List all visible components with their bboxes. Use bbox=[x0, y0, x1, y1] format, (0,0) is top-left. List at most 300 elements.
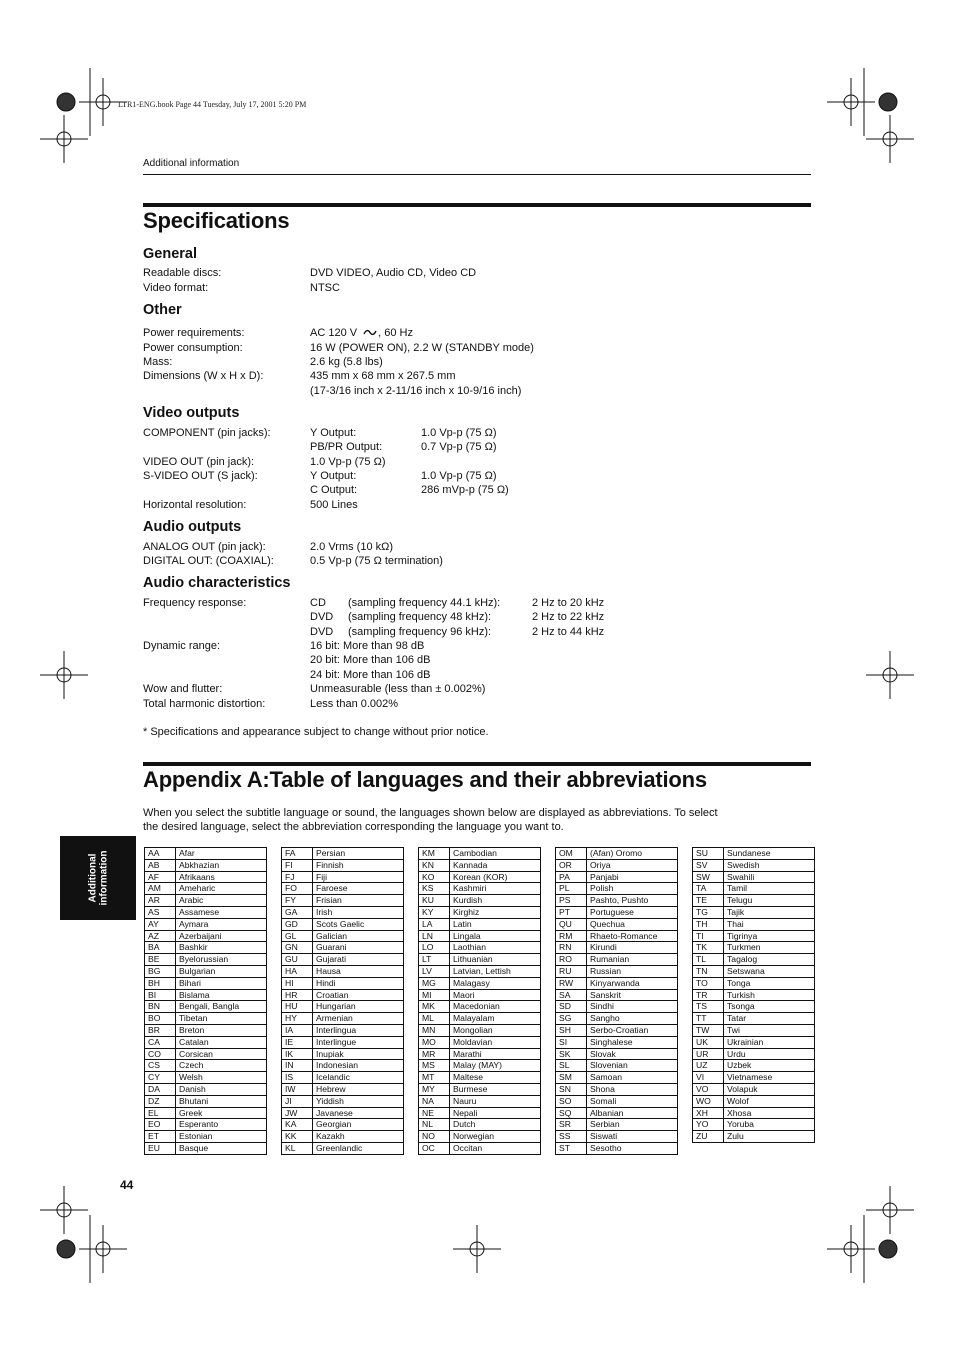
language-code: GA bbox=[282, 906, 313, 918]
spec-value: 16 W (POWER ON), 2.2 W (STANDBY mode) bbox=[310, 342, 534, 354]
language-row bbox=[556, 918, 678, 930]
language-name: Welsh bbox=[176, 1072, 267, 1084]
spec-value: DVD VIDEO, Audio CD, Video CD bbox=[310, 267, 477, 279]
language-code: CO bbox=[145, 1048, 176, 1060]
language-code: ML bbox=[419, 1013, 450, 1025]
language-row bbox=[145, 871, 267, 883]
language-row bbox=[282, 1013, 404, 1025]
language-row bbox=[145, 954, 267, 966]
language-name: Gujarati bbox=[313, 954, 404, 966]
language-name: (Afan) Oromo bbox=[587, 848, 678, 860]
language-name: Malay (MAY) bbox=[450, 1060, 541, 1072]
language-row bbox=[282, 1048, 404, 1060]
freq-format: CD bbox=[310, 597, 326, 609]
language-name: Yoruba bbox=[724, 1119, 815, 1131]
language-code: AF bbox=[145, 871, 176, 883]
language-row bbox=[693, 859, 815, 871]
spec-label: S-VIDEO OUT (S jack): bbox=[143, 470, 258, 482]
language-row bbox=[693, 1060, 815, 1072]
language-code: UZ bbox=[693, 1060, 724, 1072]
video-outputs-heading: Video outputs bbox=[143, 405, 240, 421]
language-name: Polish bbox=[587, 883, 678, 895]
language-row bbox=[693, 918, 815, 930]
language-code: SL bbox=[556, 1060, 587, 1072]
language-row bbox=[282, 1107, 404, 1119]
language-name: Sangho bbox=[587, 1013, 678, 1025]
language-code: LO bbox=[419, 942, 450, 954]
spec-value: (17-3/16 inch x 2-11/16 inch x 10-9/16 inch) bbox=[310, 385, 522, 397]
freq-range: 2 Hz to 20 kHz bbox=[532, 597, 605, 609]
language-row bbox=[145, 1107, 267, 1119]
language-code: HI bbox=[282, 977, 313, 989]
language-name: Tamil bbox=[724, 883, 815, 895]
language-code: SH bbox=[556, 1024, 587, 1036]
language-name: Danish bbox=[176, 1083, 267, 1095]
language-name: Tibetan bbox=[176, 1013, 267, 1025]
language-name: Croatian bbox=[313, 989, 404, 1001]
language-name: Urdu bbox=[724, 1048, 815, 1060]
language-code: TG bbox=[693, 906, 724, 918]
language-code: IE bbox=[282, 1036, 313, 1048]
language-name: Russian bbox=[587, 965, 678, 977]
spec-value: 2.6 kg (5.8 lbs) bbox=[310, 356, 383, 368]
language-name: Rumanian bbox=[587, 954, 678, 966]
language-name: Malagasy bbox=[450, 977, 541, 989]
language-code: OM bbox=[556, 848, 587, 860]
language-row bbox=[419, 965, 541, 977]
spec-value: 20 bit: More than 106 dB bbox=[310, 654, 431, 666]
freq-range: 2 Hz to 44 kHz bbox=[532, 626, 605, 638]
language-row bbox=[556, 883, 678, 895]
spec-label: DIGITAL OUT: (COAXIAL): bbox=[143, 555, 274, 567]
language-row bbox=[556, 1107, 678, 1119]
language-row bbox=[693, 1048, 815, 1060]
language-name: Malayalam bbox=[450, 1013, 541, 1025]
language-name: Kirghiz bbox=[450, 906, 541, 918]
language-name: Abkhazian bbox=[176, 859, 267, 871]
language-name: Irish bbox=[313, 906, 404, 918]
language-row bbox=[419, 1107, 541, 1119]
language-code: SA bbox=[556, 989, 587, 1001]
language-row bbox=[145, 930, 267, 942]
language-row bbox=[693, 1095, 815, 1107]
spec-value: NTSC bbox=[310, 282, 340, 294]
language-row bbox=[693, 954, 815, 966]
language-code: TH bbox=[693, 918, 724, 930]
spec-sublabel: PB/PR Output: bbox=[310, 441, 383, 453]
language-name: Assamese bbox=[176, 906, 267, 918]
language-row bbox=[145, 1131, 267, 1143]
language-row bbox=[556, 1024, 678, 1036]
language-code: TN bbox=[693, 965, 724, 977]
language-name: Azerbaijani bbox=[176, 930, 267, 942]
language-row bbox=[693, 977, 815, 989]
language-name: Kurdish bbox=[450, 895, 541, 907]
language-name: Kirundi bbox=[587, 942, 678, 954]
language-row bbox=[556, 859, 678, 871]
page-number: 44 bbox=[120, 1178, 134, 1192]
language-name: Maltese bbox=[450, 1072, 541, 1084]
freq-range: 2 Hz to 22 kHz bbox=[532, 611, 605, 623]
language-row bbox=[145, 1083, 267, 1095]
language-code: TL bbox=[693, 954, 724, 966]
spec-label: VIDEO OUT (pin jack): bbox=[143, 456, 255, 468]
language-row bbox=[145, 977, 267, 989]
language-row bbox=[419, 1142, 541, 1154]
language-row bbox=[145, 1072, 267, 1084]
language-code: TA bbox=[693, 883, 724, 895]
language-name: Corsican bbox=[176, 1048, 267, 1060]
language-row bbox=[282, 989, 404, 1001]
language-row bbox=[556, 1142, 678, 1154]
spec-label: COMPONENT (pin jacks): bbox=[143, 427, 271, 439]
language-name: Norwegian bbox=[450, 1131, 541, 1143]
language-name: Kannada bbox=[450, 859, 541, 871]
language-name: Slovenian bbox=[587, 1060, 678, 1072]
language-code: AM bbox=[145, 883, 176, 895]
language-row bbox=[419, 1095, 541, 1107]
language-code: IA bbox=[282, 1024, 313, 1036]
language-row bbox=[556, 942, 678, 954]
language-row bbox=[419, 1048, 541, 1060]
language-row bbox=[693, 1083, 815, 1095]
language-code: XH bbox=[693, 1107, 724, 1119]
language-code: RM bbox=[556, 930, 587, 942]
language-row bbox=[282, 859, 404, 871]
language-row bbox=[282, 1119, 404, 1131]
language-name: Turkmen bbox=[724, 942, 815, 954]
language-row bbox=[145, 895, 267, 907]
language-code: AA bbox=[145, 848, 176, 860]
language-row bbox=[556, 977, 678, 989]
language-name: Twi bbox=[724, 1024, 815, 1036]
language-row bbox=[419, 859, 541, 871]
language-code: LN bbox=[419, 930, 450, 942]
language-row bbox=[145, 1013, 267, 1025]
language-code: TE bbox=[693, 895, 724, 907]
language-row bbox=[282, 1131, 404, 1143]
language-code: CS bbox=[145, 1060, 176, 1072]
language-code: BA bbox=[145, 942, 176, 954]
language-name: Hausa bbox=[313, 965, 404, 977]
language-row bbox=[282, 906, 404, 918]
spec-sublabel: Y Output: bbox=[310, 427, 357, 439]
language-name: Sesotho bbox=[587, 1142, 678, 1154]
language-name: Yiddish bbox=[313, 1095, 404, 1107]
language-row bbox=[693, 848, 815, 860]
language-row bbox=[282, 1036, 404, 1048]
freq-condition: (sampling frequency 96 kHz): bbox=[348, 626, 492, 638]
section-side-tab bbox=[60, 836, 136, 920]
language-code: BN bbox=[145, 1001, 176, 1013]
language-row bbox=[145, 1119, 267, 1131]
language-name: Basque bbox=[176, 1142, 267, 1154]
language-name: Occitan bbox=[450, 1142, 541, 1154]
language-code: EL bbox=[145, 1107, 176, 1119]
language-row bbox=[145, 989, 267, 1001]
language-row bbox=[145, 1036, 267, 1048]
language-code: AY bbox=[145, 918, 176, 930]
language-table-2 bbox=[281, 847, 404, 1155]
language-row bbox=[282, 965, 404, 977]
language-row bbox=[419, 848, 541, 860]
spec-value: Unmeasurable (less than ± 0.002%) bbox=[310, 683, 486, 695]
language-name: Sundanese bbox=[724, 848, 815, 860]
language-row bbox=[419, 1072, 541, 1084]
spec-value: 0.5 Vp-p (75 Ω termination) bbox=[310, 555, 443, 567]
language-code: SV bbox=[693, 859, 724, 871]
language-row bbox=[282, 1072, 404, 1084]
appendix-intro: the desired language, select the abbreviation corresponding the language you want to. bbox=[143, 821, 564, 833]
language-row bbox=[556, 1048, 678, 1060]
language-name: Telugu bbox=[724, 895, 815, 907]
language-code: GD bbox=[282, 918, 313, 930]
language-name: Esperanto bbox=[176, 1119, 267, 1131]
language-code: SK bbox=[556, 1048, 587, 1060]
language-name: Arabic bbox=[176, 895, 267, 907]
language-code: FO bbox=[282, 883, 313, 895]
language-row bbox=[693, 1001, 815, 1013]
language-name: Cambodian bbox=[450, 848, 541, 860]
language-row bbox=[693, 1107, 815, 1119]
language-name: Aymara bbox=[176, 918, 267, 930]
specs-title: Specifications bbox=[143, 208, 290, 233]
language-row bbox=[556, 954, 678, 966]
side-tab-label bbox=[87, 851, 109, 906]
language-row bbox=[693, 1072, 815, 1084]
spec-label: Wow and flutter: bbox=[143, 683, 223, 695]
language-code: ZU bbox=[693, 1131, 724, 1143]
language-row bbox=[145, 1001, 267, 1013]
language-table-1 bbox=[144, 847, 267, 1155]
language-code: RU bbox=[556, 965, 587, 977]
language-name: Bashkir bbox=[176, 942, 267, 954]
language-code: KM bbox=[419, 848, 450, 860]
language-code: KS bbox=[419, 883, 450, 895]
language-code: IS bbox=[282, 1072, 313, 1084]
language-code: EO bbox=[145, 1119, 176, 1131]
language-row bbox=[693, 1131, 815, 1143]
language-row bbox=[693, 1119, 815, 1131]
language-name: Czech bbox=[176, 1060, 267, 1072]
spec-label: Dimensions (W x H x D): bbox=[143, 370, 264, 382]
language-code: HA bbox=[282, 965, 313, 977]
audio-characteristics-heading: Audio characteristics bbox=[143, 575, 291, 591]
language-name: Somali bbox=[587, 1095, 678, 1107]
appendix-title-rule bbox=[143, 762, 811, 766]
other-heading: Other bbox=[143, 302, 182, 318]
language-row bbox=[419, 989, 541, 1001]
language-code: NA bbox=[419, 1095, 450, 1107]
language-code: IK bbox=[282, 1048, 313, 1060]
language-code: MK bbox=[419, 1001, 450, 1013]
language-code: KA bbox=[282, 1119, 313, 1131]
language-code: CY bbox=[145, 1072, 176, 1084]
language-name: Finnish bbox=[313, 859, 404, 871]
language-code: MI bbox=[419, 989, 450, 1001]
spec-value: 435 mm x 68 mm x 267.5 mm bbox=[310, 370, 456, 382]
language-code: PL bbox=[556, 883, 587, 895]
language-row bbox=[282, 1060, 404, 1072]
language-name: Latvian, Lettish bbox=[450, 965, 541, 977]
language-row bbox=[693, 930, 815, 942]
language-code: GL bbox=[282, 930, 313, 942]
language-name: Albanian bbox=[587, 1107, 678, 1119]
language-code: FJ bbox=[282, 871, 313, 883]
spec-label: Frequency response: bbox=[143, 597, 247, 609]
language-name: Persian bbox=[313, 848, 404, 860]
language-name: Guarani bbox=[313, 942, 404, 954]
language-row bbox=[145, 883, 267, 895]
language-code: BH bbox=[145, 977, 176, 989]
language-code: SG bbox=[556, 1013, 587, 1025]
language-code: SR bbox=[556, 1119, 587, 1131]
language-name: Mongolian bbox=[450, 1024, 541, 1036]
language-name: Rhaeto-Romance bbox=[587, 930, 678, 942]
language-row bbox=[693, 942, 815, 954]
language-name: Greenlandic bbox=[313, 1142, 404, 1154]
language-row bbox=[419, 883, 541, 895]
language-row bbox=[282, 883, 404, 895]
language-name: Scots Gaelic bbox=[313, 918, 404, 930]
language-code: TI bbox=[693, 930, 724, 942]
language-name: Sanskrit bbox=[587, 989, 678, 1001]
spec-value: 1.0 Vp-p (75 Ω) bbox=[421, 470, 497, 482]
language-name: Macedonian bbox=[450, 1001, 541, 1013]
language-row bbox=[419, 1024, 541, 1036]
language-code: TS bbox=[693, 1001, 724, 1013]
language-name: Swahili bbox=[724, 871, 815, 883]
side-tab-line: information bbox=[98, 850, 109, 906]
language-code: WO bbox=[693, 1095, 724, 1107]
language-name: Hungarian bbox=[313, 1001, 404, 1013]
language-name: Dutch bbox=[450, 1119, 541, 1131]
language-code: MO bbox=[419, 1036, 450, 1048]
language-row bbox=[145, 1060, 267, 1072]
language-code: FY bbox=[282, 895, 313, 907]
language-code: NO bbox=[419, 1131, 450, 1143]
spec-label: Mass: bbox=[143, 356, 173, 368]
language-name: Frisian bbox=[313, 895, 404, 907]
spec-sublabel: Y Output: bbox=[310, 470, 357, 482]
language-code: JW bbox=[282, 1107, 313, 1119]
language-code: OC bbox=[419, 1142, 450, 1154]
language-code: QU bbox=[556, 918, 587, 930]
language-name: Thai bbox=[724, 918, 815, 930]
language-code: NL bbox=[419, 1119, 450, 1131]
language-name: Bhutani bbox=[176, 1095, 267, 1107]
language-row bbox=[693, 1013, 815, 1025]
language-row bbox=[145, 1024, 267, 1036]
language-code: OR bbox=[556, 859, 587, 871]
language-row bbox=[282, 930, 404, 942]
language-code: BO bbox=[145, 1013, 176, 1025]
language-code: BR bbox=[145, 1024, 176, 1036]
language-row bbox=[282, 954, 404, 966]
language-row bbox=[282, 942, 404, 954]
spec-value: 24 bit: More than 106 dB bbox=[310, 669, 431, 681]
language-code: NE bbox=[419, 1107, 450, 1119]
language-name: Panjabi bbox=[587, 871, 678, 883]
spec-value: 0.7 Vp-p (75 Ω) bbox=[421, 441, 497, 453]
language-name: Fiji bbox=[313, 871, 404, 883]
language-code: CA bbox=[145, 1036, 176, 1048]
language-code: EU bbox=[145, 1142, 176, 1154]
spec-label: Video format: bbox=[143, 282, 209, 294]
language-code: LT bbox=[419, 954, 450, 966]
language-code: VI bbox=[693, 1072, 724, 1084]
language-row bbox=[556, 848, 678, 860]
language-name: Serbian bbox=[587, 1119, 678, 1131]
language-row bbox=[419, 930, 541, 942]
language-row bbox=[282, 1001, 404, 1013]
language-code: HR bbox=[282, 989, 313, 1001]
frequency-text: , 60 Hz bbox=[378, 327, 414, 339]
spec-value bbox=[310, 326, 413, 341]
language-code: HY bbox=[282, 1013, 313, 1025]
language-name: Slovak bbox=[587, 1048, 678, 1060]
language-code: AB bbox=[145, 859, 176, 871]
spec-label: Dynamic range: bbox=[143, 640, 221, 652]
language-name: Kazakh bbox=[313, 1131, 404, 1143]
language-name: Catalan bbox=[176, 1036, 267, 1048]
spec-value: 500 Lines bbox=[310, 499, 358, 511]
language-name: Bulgarian bbox=[176, 965, 267, 977]
language-table-5 bbox=[692, 847, 815, 1143]
language-code: KU bbox=[419, 895, 450, 907]
language-row bbox=[282, 1142, 404, 1154]
language-row bbox=[419, 1131, 541, 1143]
language-row bbox=[556, 1095, 678, 1107]
language-name: Javanese bbox=[313, 1107, 404, 1119]
language-name: Interlingua bbox=[313, 1024, 404, 1036]
language-row bbox=[419, 895, 541, 907]
language-code: LA bbox=[419, 918, 450, 930]
language-code: MN bbox=[419, 1024, 450, 1036]
spec-note: * Specifications and appearance subject to change without prior notice. bbox=[143, 726, 489, 738]
spec-label: Power consumption: bbox=[143, 342, 243, 354]
language-row bbox=[419, 918, 541, 930]
language-row bbox=[419, 1001, 541, 1013]
language-code: JI bbox=[282, 1095, 313, 1107]
language-code: RN bbox=[556, 942, 587, 954]
language-code: BI bbox=[145, 989, 176, 1001]
language-row bbox=[556, 1060, 678, 1072]
language-code: AZ bbox=[145, 930, 176, 942]
language-name: Georgian bbox=[313, 1119, 404, 1131]
language-code: MR bbox=[419, 1048, 450, 1060]
language-name: Icelandic bbox=[313, 1072, 404, 1084]
language-name: Byelorussian bbox=[176, 954, 267, 966]
language-code: TR bbox=[693, 989, 724, 1001]
language-name: Afar bbox=[176, 848, 267, 860]
general-heading: General bbox=[143, 246, 197, 262]
language-row bbox=[282, 1083, 404, 1095]
language-row bbox=[282, 848, 404, 860]
language-code: SI bbox=[556, 1036, 587, 1048]
language-code: TO bbox=[693, 977, 724, 989]
language-code: AS bbox=[145, 906, 176, 918]
language-row bbox=[145, 1095, 267, 1107]
language-row bbox=[145, 918, 267, 930]
language-name: Greek bbox=[176, 1107, 267, 1119]
language-row bbox=[693, 895, 815, 907]
language-name: Hebrew bbox=[313, 1083, 404, 1095]
audio-outputs-heading: Audio outputs bbox=[143, 519, 242, 535]
spec-value: 16 bit: More than 98 dB bbox=[310, 640, 425, 652]
language-row bbox=[693, 1024, 815, 1036]
voltage-text: AC 120 V bbox=[310, 327, 358, 339]
